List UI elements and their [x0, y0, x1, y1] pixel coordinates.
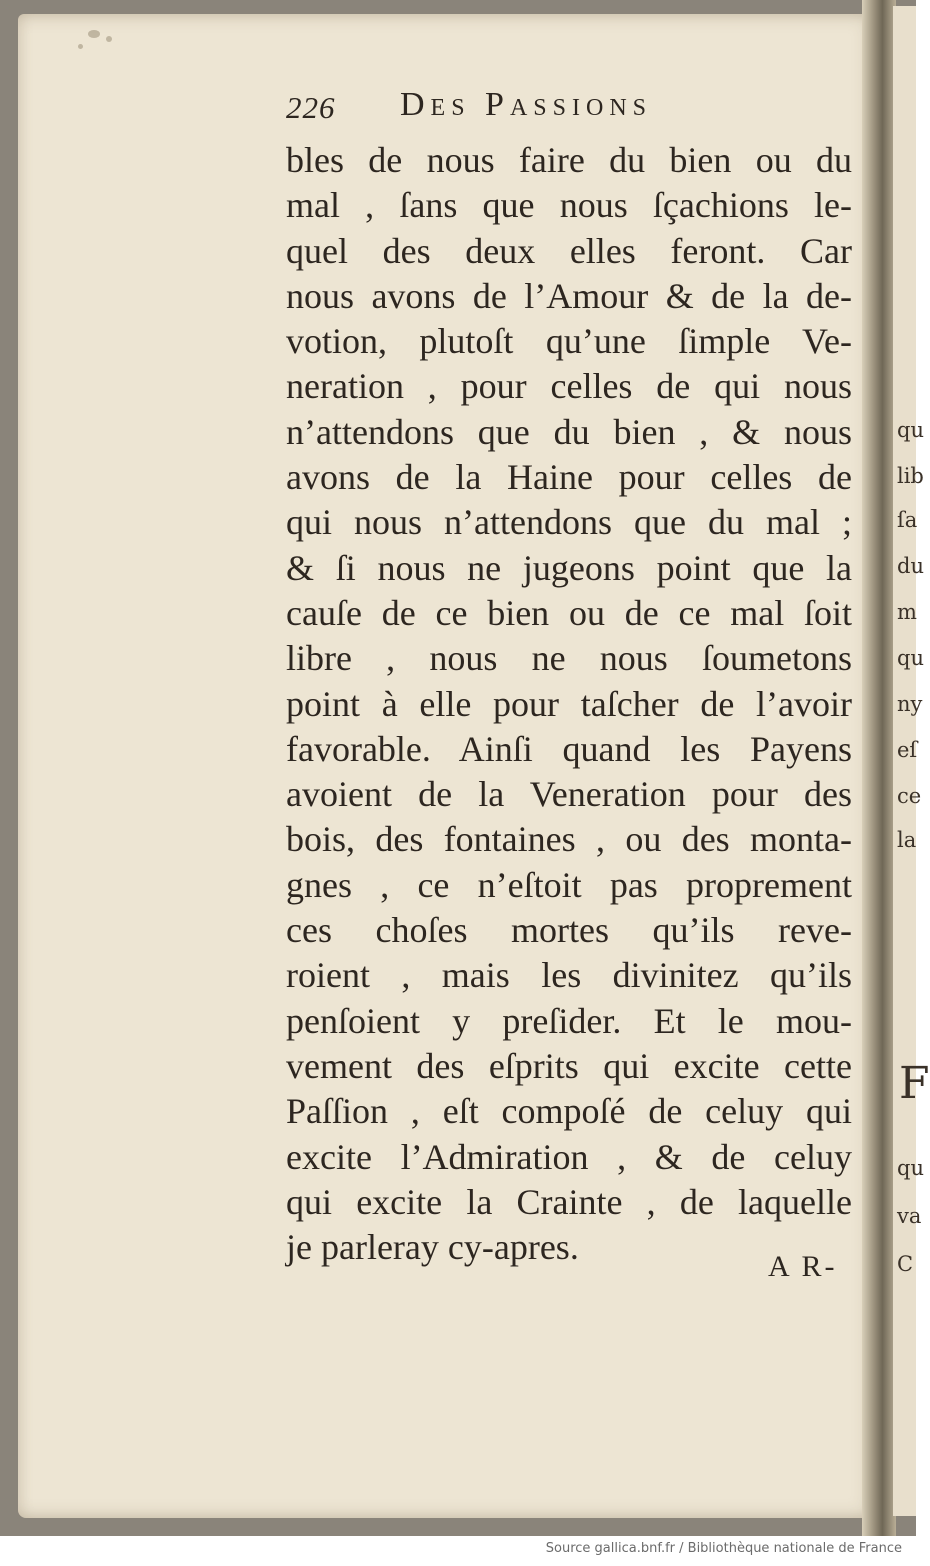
text-line: qui nous n’attendons que du mal ; — [286, 502, 852, 543]
text-line: avons de la Haine pour celles de — [286, 457, 852, 498]
text-line: & ſi nous ne jugeons point que la — [286, 547, 852, 588]
page-gutter — [862, 0, 896, 1536]
text-line: penſoient y preſider. Et le mou- — [286, 1000, 852, 1041]
facing-page-fragment: du — [897, 554, 924, 578]
page-stain — [106, 36, 112, 42]
page-stain — [78, 44, 83, 49]
running-head: Des Passions — [400, 86, 653, 123]
facing-page-edge — [893, 6, 930, 1516]
facing-page-fragment: ſa — [897, 508, 918, 532]
text-line: votion, plutoſt qu’une ſimple Ve- — [286, 321, 852, 362]
text-line: libre , nous ne nous ſoumetons — [286, 638, 852, 679]
text-line: roient , mais les divinitez qu’ils — [286, 955, 852, 996]
text-line: n’attendons que du bien , & nous — [286, 411, 852, 452]
facing-page-fragment: qu — [897, 646, 924, 670]
page-number: 226 — [286, 90, 336, 125]
facing-page-fragment: C — [897, 1252, 914, 1276]
text-line: vement des eſprits qui excite cette — [286, 1045, 852, 1086]
text-line: avoient de la Veneration pour des — [286, 774, 852, 815]
facing-page-fragment: m — [897, 600, 917, 624]
text-line: bles de nous faire du bien ou du — [286, 140, 852, 180]
body-text — [286, 138, 852, 1270]
text-line: point à elle pour taſcher de l’avoir — [286, 683, 852, 724]
text-line: quel des deux elles feront. Car — [286, 230, 852, 271]
facing-page-fragment: ny — [897, 692, 923, 716]
text-line: je parleray cy-apres. — [286, 1227, 579, 1268]
text-line: mal , ſans que nous ſçachions le- — [286, 185, 852, 226]
text-line: ces choſes mortes qu’ils reve- — [286, 910, 852, 951]
facing-page-fragment: qu — [897, 418, 924, 442]
text-line: qui excite la Crainte , de laquelle — [286, 1181, 852, 1222]
facing-page-fragment: F — [899, 1058, 930, 1109]
text-line: neration , pour celles de qui nous — [286, 366, 852, 407]
text-line: excite l’Admiration , & de celuy — [286, 1136, 852, 1177]
text-line: favorable. Ainſi quand les Payens — [286, 728, 852, 769]
facing-page-fragment: lib — [897, 464, 924, 488]
facing-page-fragment: qu — [897, 1156, 924, 1180]
text-line: nous avons de l’Amour & de la de- — [286, 275, 852, 316]
text-line: Paſſion , eſt compoſé de celuy qui — [286, 1091, 852, 1132]
source-credit: Source gallica.bnf.fr / Bibliothèque nationale de France — [545, 1541, 902, 1556]
catchword: A R- — [768, 1250, 838, 1283]
facing-page-fragment: va — [897, 1204, 922, 1228]
page-stain — [88, 30, 100, 38]
facing-page-fragment: eſ — [897, 738, 918, 762]
text-line: cauſe de ce bien ou de ce mal ſoit — [286, 592, 852, 633]
text-line: gnes , ce n’eſtoit pas proprement — [286, 864, 852, 905]
text-line: bois, des fontaines , ou des monta- — [286, 819, 852, 860]
facing-page-fragment: ce — [897, 784, 922, 808]
facing-page-fragment: la — [897, 828, 917, 852]
